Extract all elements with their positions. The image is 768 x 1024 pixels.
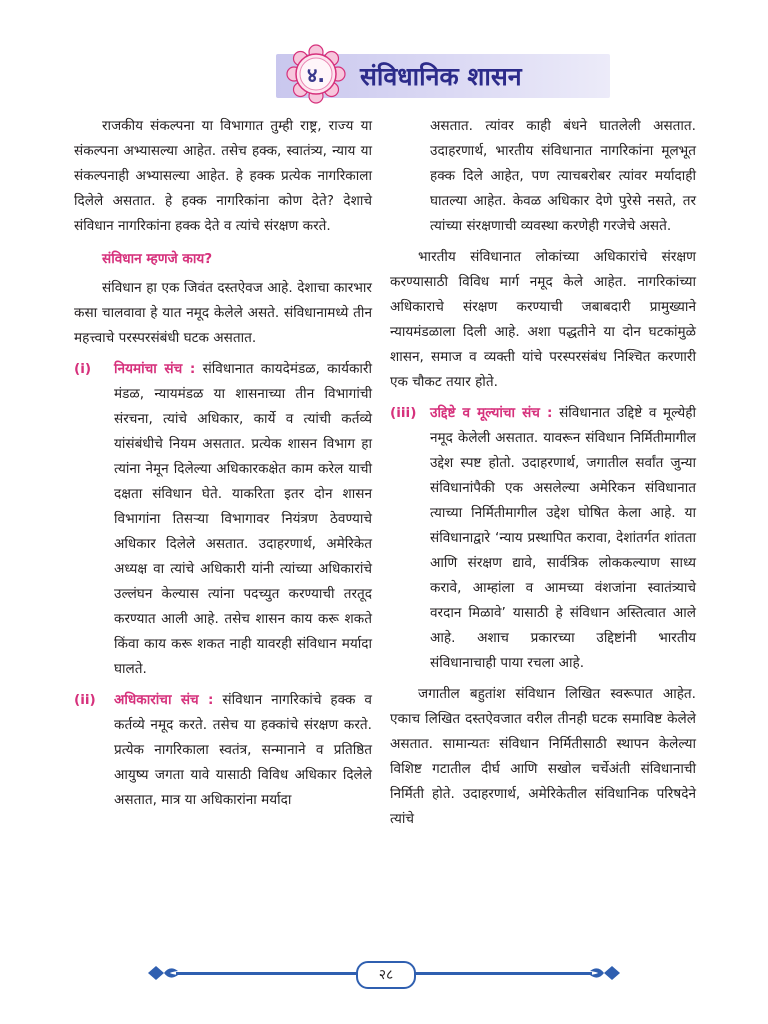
paragraph: जगातील बहुतांश संविधान लिखित स्वरूपात आहेत. एकाच लिखित दस्तऐवजात वरील तीनही घटक समाविष्ट केलेले असतात. सामान्यतः संविधान निर्मितीसाठी स्थापन केलेल्या विशिष्ट गटातील दीर्घ आणि सखोल चर्चेअंती संविधानाची निर्मिती होते. उदाहरणार्थ, अमेरिकेतील संविधानिक परिषदेने त्यांचे (390, 686, 696, 827)
item-number: (i) (74, 361, 92, 377)
item-text: संविधान नागरिकांचे हक्क व कर्तव्ये नमूद करते. तसेच या हक्कांचे संरक्षण करते. प्रत्येक नागरिकाला स्वतंत्र, सन्मानाने व प्रतिष्ठित आयुष्य जगता यावे यासाठी विविध अधिकार दिलेले असतात, मात्र या अधिकारांना मर्यादा (114, 692, 372, 808)
page-number: २८ (356, 961, 416, 989)
section-heading: संविधान म्हणजे काय? (102, 251, 213, 267)
item-number: (ii) (74, 692, 96, 708)
list-item (390, 401, 696, 676)
item-body (430, 401, 696, 676)
intro-paragraph: राजकीय संकल्पना या विभागात तुम्ही राष्ट्र, राज्य या संकल्पना अभ्यासल्या आहेत. तसेच हक्क, स्वातंत्र्य, न्याय या संकल्पनाही अभ्यासल्या आहेत. हे हक्क प्रत्येक नागरिकाला दिलेले असतात. हे हक्क नागरिकांना कोण देते? देशाचे संविधान नागरिकांना हक्क देते व त्यांचे संरक्षण करते. (74, 118, 372, 234)
ornament-left-icon (146, 962, 180, 984)
item-text: संविधानात कायदेमंडळ, कार्यकारी मंडळ, न्यायमंडळ या शासनाच्या तीन विभागांची संरचना, त्यांचे अधिकार, कार्ये व त्यांची कर्तव्ये यांसंबंधीचे नियम असतात. प्रत्येक शासन विभाग हा त्यांना नेमून दिलेल्या अधिकारकक्षेत काम करेल याची दक्षता संविधान घेते. याकरिता इतर दोन शासन विभागांना तिसऱ्या विभागावर नियंत्रण ठेवण्याचे अधिकार दिलेले असतात. उदाहरणार्थ, अमेरिकेत अध्यक्ष वा त्यांचे अधिकारी यांनी त्यांच्या अधिकारांचे उल्लंघन केल्यास त्यांना पदच्युत करण्याची तरतूद करण्यात आली आहे. तसेच शासन काय करू शकते किंवा काय करू शकत नाही यावरही संविधान मर्यादा घालते. (114, 361, 373, 677)
chapter-badge (284, 42, 348, 106)
item-text: संविधानात उद्दिष्टे व मूल्येही नमूद केलेली असतात. यावरून संविधान निर्मितीमागील उद्देश स्पष्ट होतो. उदाहरणार्थ, जगातील सर्वांत जुन्या संविधानांपैकी एक असलेल्या अमेरिकन संविधानात त्याच्या निर्मितीमागील उद्देश घोषित केला आहे. या संविधानाद्वारे ‘न्याय प्रस्थापित करावा, देशांतर्गत शांतता आणि संरक्षण द्यावे, सार्वत्रिक लोककल्याण साध्य करावे, आम्हांला व आमच्या वंशजांना स्वातंत्र्याचे वरदान मिळावे’ यासाठी हे संविधान अस्तित्वात आले आहे. अशाच प्रकारच्या उद्दिष्टांनी भारतीय संविधानाचाही पाया रचला आहे. (430, 405, 697, 671)
paragraph: भारतीय संविधानात लोकांच्या अधिकारांचे संरक्षण करण्यासाठी विविध मार्ग नमूद केले आहेत. नागरिकांच्या अधिकाराचे संरक्षण करण्याची जबाबदारी प्रामुख्याने न्यायमंडळाला दिली आहे. अशा पद्धतीने या दोन घटकांमुळे शासन, समाज व व्यक्ती यांचे परस्परसंबंध निश्चित करणारी एक चौकट तयार होते. (390, 249, 696, 390)
right-column (390, 114, 696, 832)
item-label: नियमांचा संच : (114, 361, 196, 377)
chapter-title: संविधानिक शासन (360, 62, 522, 91)
item-number: (iii) (390, 405, 417, 421)
continued-paragraph: असतात. त्यांवर काही बंधने घातलेली असतात. उदाहरणार्थ, भारतीय संविधानात नागरिकांना मूलभूत हक्क दिले आहेत, पण त्याचबरोबर त्यांवर मर्यादाही घातल्या आहेत. केवळ अधिकार देणे पुरेसे नसते, तर त्यांच्या संरक्षणाची व्यवस्था करणेही गरजेचे असते. (430, 118, 696, 234)
list-item (74, 688, 372, 813)
item-label: उद्दिष्टे व मूल्यांचा संच : (430, 405, 553, 421)
paragraph: संविधान हा एक जिवंत दस्तऐवज आहे. देशाचा कारभार कसा चालवावा हे यात नमूद केलेले असते. संविधानामध्ये तीन महत्त्वाचे परस्परसंबंधी घटक असतात. (74, 280, 372, 346)
item-body (114, 357, 372, 682)
item-body (114, 688, 372, 813)
ornament-right-icon (588, 962, 622, 984)
chapter-number: ४. (307, 62, 325, 87)
list-item (74, 357, 372, 682)
left-column (74, 114, 372, 813)
item-label: अधिकारांचा संच : (114, 692, 214, 708)
